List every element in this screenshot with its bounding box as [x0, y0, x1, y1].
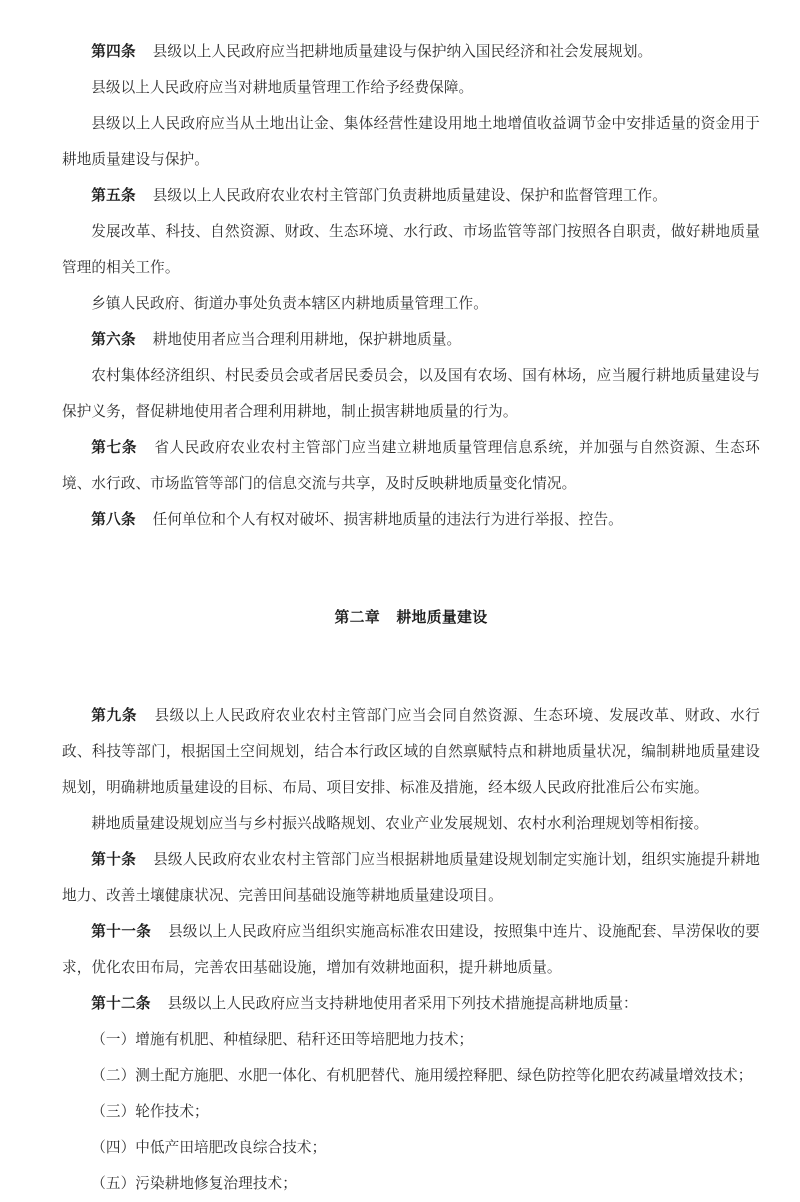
article-label: 第十一条 — [91, 923, 152, 940]
body-paragraph — [62, 806, 760, 842]
body-paragraph — [62, 70, 760, 106]
chapter-spacer-above — [62, 538, 760, 600]
article-paragraph — [62, 698, 760, 806]
article-paragraph — [62, 430, 760, 502]
list-item-paragraph — [62, 1058, 760, 1094]
paragraph-text: 县级以上人民政府农业农村主管部门应当会同自然资源、生态环境、发展改革、财政、水行政、科技等部门，根据国土空间规划，结合本行政区域的自然禀赋特点和耕地质量状况，编制耕地质量建设规划，明确耕地质量建设的目标、布局、项目安排、标准及措施，经本级人民政府批准后公布实施。 — [62, 707, 760, 796]
body-paragraph — [62, 214, 760, 286]
paragraph-text: 发展改革、科技、自然资源、财政、生态环境、水行政、市场监管等部门按照各自职责，做好耕地质量管理的相关工作。 — [62, 223, 760, 276]
paragraph-text: （三）轮作技术； — [91, 1103, 209, 1120]
body-paragraph — [62, 358, 760, 430]
paragraph-text: 耕地使用者应当合理利用耕地，保护耕地质量。 — [152, 331, 462, 348]
article-paragraph — [62, 178, 760, 214]
article-paragraph — [62, 322, 760, 358]
article-label: 第九条 — [91, 707, 138, 724]
paragraph-text: 任何单位和个人有权对破坏、损害耕地质量的违法行为进行举报、控告。 — [152, 511, 623, 528]
article-paragraph — [62, 842, 760, 914]
body-paragraph — [62, 106, 760, 178]
article-label: 第八条 — [91, 511, 136, 528]
article-paragraph — [62, 914, 760, 986]
chapter-title: 耕地质量建设 — [396, 609, 488, 626]
chapter-spacer-below — [62, 636, 760, 698]
article-paragraph — [62, 34, 760, 70]
paragraph-text: 县级以上人民政府应当组织实施高标准农田建设，按照集中连片、设施配套、旱涝保收的要求，优化农田布局，完善农田基础设施，增加有效耕地面积，提升耕地质量。 — [62, 923, 760, 976]
paragraph-text: 县级人民政府农业农村主管部门应当根据耕地质量建设规划制定实施计划，组织实施提升耕地地力、改善土壤健康状况、完善田间基础设施等耕地质量建设项目。 — [62, 851, 760, 904]
list-item-paragraph — [62, 1094, 760, 1130]
paragraph-text: （四）中低产田培肥改良综合技术； — [91, 1139, 327, 1156]
paragraph-text: 农村集体经济组织、村民委员会或者居民委员会，以及国有农场、国有林场，应当履行耕地质量建设与保护义务，督促耕地使用者合理利用耕地，制止损害耕地质量的行为。 — [62, 367, 760, 420]
paragraph-text: （二）测土配方施肥、水肥一体化、有机肥替代、施用缓控释肥、绿色防控等化肥农药减量增效技术； — [91, 1067, 753, 1084]
article-label: 第六条 — [91, 331, 136, 348]
chapter-number: 第二章 — [334, 609, 381, 626]
document-body — [62, 34, 760, 1202]
paragraph-text: 乡镇人民政府、街道办事处负责本辖区内耕地质量管理工作。 — [91, 295, 488, 312]
list-item-paragraph — [62, 1130, 760, 1166]
paragraph-text: 县级以上人民政府应当把耕地质量建设与保护纳入国民经济和社会发展规划。 — [152, 43, 653, 60]
article-paragraph — [62, 502, 760, 538]
paragraph-text: 县级以上人民政府应当对耕地质量管理工作给予经费保障。 — [91, 79, 474, 96]
article-label: 第十条 — [91, 851, 137, 868]
article-label: 第五条 — [91, 187, 136, 204]
article-label: 第四条 — [91, 43, 136, 60]
list-item-paragraph — [62, 1166, 760, 1202]
paragraph-text: （一）增施有机肥、种植绿肥、秸秆还田等培肥地力技术； — [91, 1031, 474, 1048]
paragraph-text: 县级以上人民政府应当支持耕地使用者采用下列技术措施提高耕地质量： — [167, 995, 638, 1012]
paragraph-text: 耕地质量建设规划应当与乡村振兴战略规划、农业产业发展规划、农村水利治理规划等相衔接。 — [91, 815, 709, 832]
paragraph-text: 县级以上人民政府应当从土地出让金、集体经营性建设用地土地增值收益调节金中安排适量的资金用于耕地质量建设与保护。 — [62, 115, 760, 168]
paragraph-text: 县级以上人民政府农业农村主管部门负责耕地质量建设、保护和监督管理工作。 — [152, 187, 667, 204]
article-label: 第七条 — [91, 439, 138, 456]
chapter-heading — [62, 600, 760, 636]
paragraph-text: 省人民政府农业农村主管部门应当建立耕地质量管理信息系统，并加强与自然资源、生态环境、水行政、市场监管等部门的信息交流与共享，及时反映耕地质量变化情况。 — [62, 439, 760, 492]
paragraph-text: （五）污染耕地修复治理技术； — [91, 1175, 297, 1192]
list-item-paragraph — [62, 1022, 760, 1058]
article-paragraph — [62, 986, 760, 1022]
article-label: 第十二条 — [91, 995, 151, 1012]
body-paragraph — [62, 286, 760, 322]
